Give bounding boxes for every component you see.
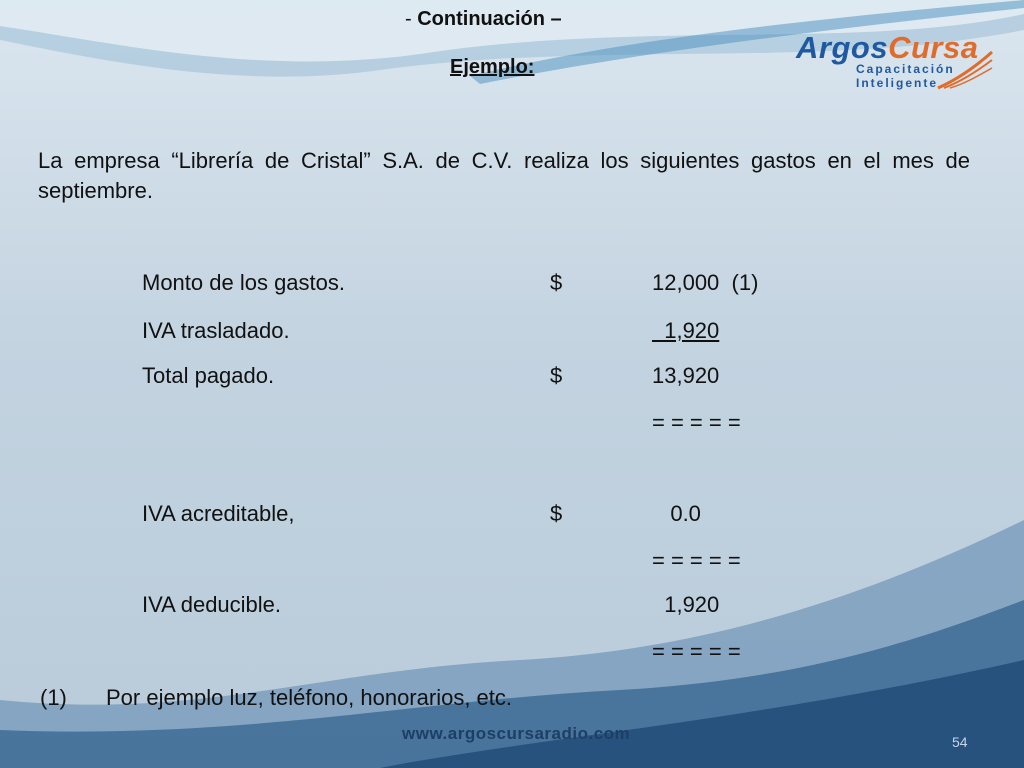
row-value: 1,920 xyxy=(652,318,720,343)
row-double-rule: = = = = = xyxy=(652,639,741,664)
row-value: 1,920 xyxy=(652,592,720,617)
footnote-marker: (1) xyxy=(40,685,67,710)
logo-tagline-2: Inteligente xyxy=(856,76,939,90)
row-label: Total pagado. xyxy=(142,363,275,388)
footnote-text: Por ejemplo luz, teléfono, honorarios, etc. xyxy=(106,685,513,710)
page-number: 54 xyxy=(952,734,968,750)
intro-paragraph: La empresa “Librería de Cristal” S.A. de C.V. realiza los siguientes gastos en el mes de septiembre. xyxy=(38,148,970,203)
logo-brand-main: Argos xyxy=(796,30,889,65)
row-label: Monto de los gastos. xyxy=(142,270,346,295)
title-prefix: - xyxy=(405,8,418,30)
slide-title xyxy=(405,8,562,31)
row-currency: $ xyxy=(550,363,563,388)
row-value: 12,000 (1) xyxy=(652,270,759,295)
row-double-rule: = = = = = xyxy=(652,410,741,435)
logo-tagline-1: Capacitación xyxy=(856,62,955,76)
row-value: 0.0 xyxy=(652,501,701,526)
slide-subtitle: Ejemplo: xyxy=(450,56,535,78)
row-currency: $ xyxy=(550,501,563,526)
argoscursa-logo xyxy=(796,30,996,92)
row-label: IVA acreditable, xyxy=(142,501,295,526)
logo-swoosh-icon xyxy=(936,50,996,90)
logo-brand-accent: Cursa xyxy=(888,30,979,65)
row-value: 13,920 xyxy=(652,363,720,388)
row-label: IVA trasladado. xyxy=(142,318,290,343)
title-text: Continuación – xyxy=(417,8,562,30)
row-double-rule: = = = = = xyxy=(652,548,741,573)
footer-url: www.argoscursaradio.com xyxy=(402,724,631,743)
row-label: IVA deducible. xyxy=(142,592,282,617)
row-currency: $ xyxy=(550,270,563,295)
